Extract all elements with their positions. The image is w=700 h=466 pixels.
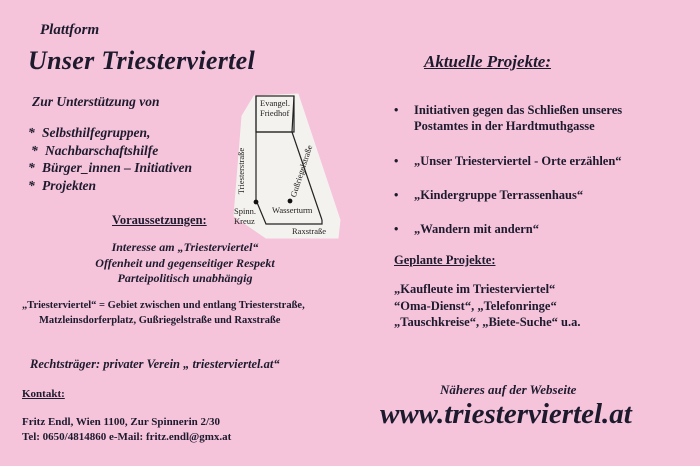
map-label-water-tower: Wasserturm [272, 205, 313, 215]
support-item [28, 177, 192, 195]
projects-list [392, 102, 622, 237]
map-label-triester: Triesterstraße [236, 147, 247, 195]
project-item-text: „Kindergruppe Terrassenhaus“ [414, 188, 584, 202]
area-definition [22, 298, 305, 328]
project-item [392, 102, 622, 134]
district-map [226, 88, 346, 248]
contact-heading: Kontakt: [22, 388, 65, 400]
project-item-text: Postamtes in der Hardtmuthgasse [414, 119, 595, 133]
project-item [392, 153, 622, 169]
project-item [392, 221, 622, 237]
asterisk-bullet: * [28, 160, 35, 175]
support-list [28, 124, 192, 194]
map-label-gussriegel: Gußriegelstraße [288, 143, 315, 199]
page-title: Unser Triesterviertel [28, 46, 256, 75]
requirement-item: Parteipolitisch unabhängig [117, 271, 253, 285]
requirement-item: Offenheit und gegenseitiger Respekt [95, 255, 275, 270]
project-item-text: Initiativen gegen das Schließen unseres [414, 103, 623, 117]
legal-entity: Rechtsträger: privater Verein „ triesterviertel.at“ [30, 357, 280, 371]
contact-phone-mail: Tel: 0650/4814860 e-Mail: fritz.endl@gmx.at [22, 431, 232, 443]
project-item [392, 187, 622, 203]
support-item-text: Nachbarschaftshilfe [45, 142, 159, 158]
project-item-text: „Wandern mit andern“ [414, 222, 540, 236]
support-item [28, 124, 192, 142]
asterisk-bullet: * [31, 142, 38, 158]
project-item-text: „Unser Triesterviertel - Orte erzählen“ [414, 154, 622, 168]
requirements-heading: Voraussetzungen: [112, 213, 207, 227]
more-info-text: Näheres auf der Webseite [440, 382, 577, 397]
bullet-icon: • [394, 222, 399, 236]
bullet-icon: • [394, 154, 399, 168]
planned-project-line: „Kaufleute im Triesterviertel“ [394, 282, 556, 296]
area-definition-line: Matzleinsdorferplatz, Gußriegelstraße und Raxstraße [39, 315, 281, 326]
asterisk-bullet: * [28, 125, 35, 140]
spinnerin-cross-marker [254, 200, 259, 205]
map-label-cemetery-line: Friedhof [260, 108, 290, 118]
support-item [28, 159, 192, 177]
support-heading: Zur Unterstützung von [32, 94, 160, 109]
planned-projects-heading: Geplante Projekte: [394, 253, 496, 267]
support-item [28, 142, 192, 160]
support-item-text: Bürger_innen – Initiativen [42, 160, 193, 175]
bullet-icon: • [394, 188, 399, 202]
map-label-cemetery [260, 98, 290, 118]
map-label-rax: Raxstraße [292, 226, 326, 236]
asterisk-bullet: * [28, 177, 35, 193]
map-label-spinnerin-cross [234, 206, 256, 226]
platform-kicker: Plattform [40, 22, 100, 38]
area-definition-line: „Triesterviertel“ = Gebiet zwischen und entlang Triesterstraße, [22, 300, 305, 311]
bullet-icon: • [394, 103, 399, 117]
planned-projects-list [394, 281, 580, 331]
requirement-item: Interesse am „Triesterviertel“ [111, 240, 259, 254]
support-item-text: Selbsthilfegruppen, [42, 125, 151, 140]
website-link[interactable]: www.triesterviertel.at [380, 398, 632, 430]
water-tower-marker [288, 199, 293, 204]
planned-project-line: „Tauschkreise“, „Biete-Suche“ u.a. [394, 315, 581, 329]
projects-heading: Aktuelle Projekte: [424, 52, 552, 71]
map-label-spinnerin-line: Spinn. [234, 206, 256, 216]
planned-project-line: “Oma-Dienst“, „Telefonringe“ [394, 298, 557, 313]
map-label-cemetery-line: Evangel. [260, 98, 290, 108]
contact-address: Fritz Endl, Wien 1100, Zur Spinnerin 2/30 [22, 416, 221, 428]
map-label-spinnerin-line: Kreuz [234, 216, 255, 226]
support-item-text: Projekten [42, 177, 96, 193]
